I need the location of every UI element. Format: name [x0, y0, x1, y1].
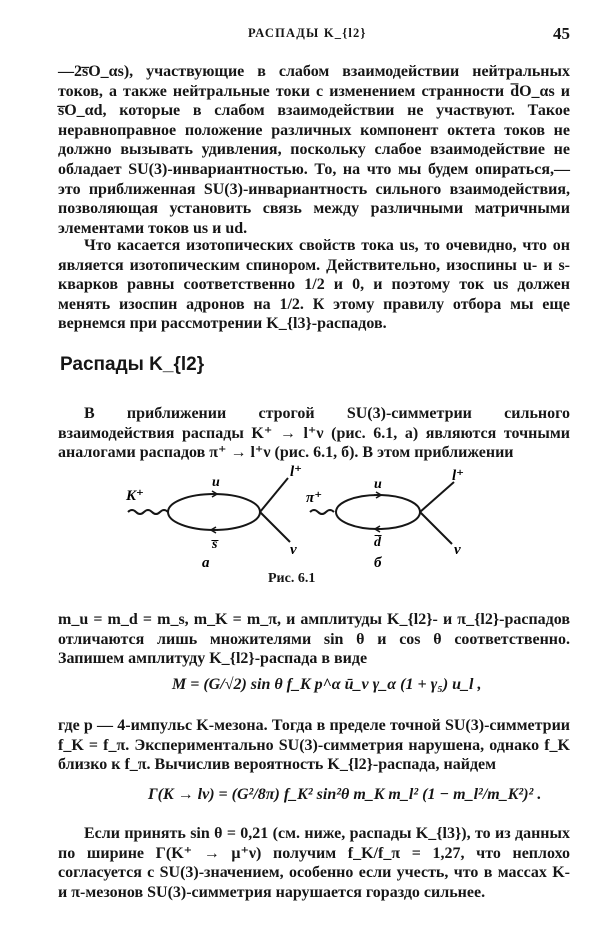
formula-width: Γ(K → lν) = (G²/8π) f_K² sin²θ m_K m_l² (1 − m_l²/m_K²)² . — [148, 786, 542, 803]
meson-label: K⁺ — [126, 488, 144, 504]
neutrino-label: ν — [454, 542, 461, 558]
formula-amplitude: M = (G/√2) sin θ f_K p^α ū_ν γ_α (1 + γ₅) u_l , — [172, 676, 482, 693]
lepton-label: l⁺ — [290, 464, 303, 480]
page-header — [58, 24, 570, 48]
quark-label-bottom: s̅ — [212, 537, 218, 552]
feynman-diagrams — [120, 462, 480, 572]
diagram-label: б — [374, 555, 382, 571]
arrow-icon — [210, 491, 217, 497]
diagram-pi-decay — [306, 468, 464, 571]
paragraph-fk: где p — 4-импульс K-мезона. Тогда в пределе точной SU(3)-симметрии f_K = f_π. Экспериментально SU(3)-симметрия нарушена, однако f_K близко к f_π. Вычислив вероятность K_{l2}-распада, найдем — [58, 717, 570, 774]
quark-label-top: u — [374, 477, 382, 492]
quark-label-bottom: d̅ — [374, 535, 381, 550]
lepton-line — [260, 478, 288, 512]
meson-label: π⁺ — [306, 490, 323, 506]
paragraph-amplitude-intro: m_u = m_d = m_s, m_K = m_π, и амплитуды K_{l2}- и π_{l2}-распадов отличаются лишь множителями sin θ и cos θ соответственно. Запишем амплитуду K_{l2}-распада в виде — [58, 611, 570, 668]
lepton-line — [420, 482, 454, 512]
lepton-label: l⁺ — [452, 468, 465, 484]
paragraph-currents: —2s̅O_αs), участвующие в слабом взаимодействии нейтральных токов, а также нейтральные токи с изменением странности d̅O_αs и s̅O_αd, которые в слабом взаимодействии не участвуют. Такое неравноправное положение различных компонент октета токов не должно вызывать удивления, поскольку слабое взаимодействие не обладает SU(3)-инвариантностью. То, на что мы будем опираться,— это приближенная SU(3)-инвариантность сильного взаимодействия, позволяющая установить связь между различными матричными элементами токов us и ud. — [58, 63, 570, 237]
meson-wavy-line — [310, 510, 334, 514]
figure-caption: Рис. 6.1 — [268, 571, 316, 586]
neutrino-line — [420, 512, 452, 544]
arrow-icon — [375, 526, 382, 532]
arrow-icon — [211, 527, 218, 533]
quark-label-top: u — [212, 475, 220, 490]
paragraph-isotopic: Что касается изотопических свойств тока us, то очевидно, что он является изотопическим спинором. Действительно, изоспины u- и s-кварков равны соответственно 1/2 и 0, и поэтому ток us должен менять изоспин адронов на 1/2. К этому правилу отбора мы еще вернемся при рассмотрении K_{l3}-распадов. — [58, 237, 570, 333]
page-number: 45 — [553, 24, 570, 43]
meson-wavy-line — [128, 510, 168, 514]
neutrino-line — [260, 512, 290, 542]
running-title: РАСПАДЫ K_{l2} — [248, 26, 367, 40]
diagram-label: а — [202, 555, 210, 571]
paragraph-su3-approx: В приближении строгой SU(3)-симметрии сильного взаимодействия распады K⁺ → l⁺ν (рис. 6.1, а) являются точными аналогами распадов π⁺ → l⁺ν (рис. 6.1, б). В этом приближении — [58, 405, 570, 462]
diagram-k-decay — [125, 464, 302, 571]
quark-loop — [168, 494, 260, 530]
arrow-icon — [374, 492, 381, 498]
quark-loop — [336, 495, 420, 529]
neutrino-label: ν — [290, 542, 297, 558]
section-heading: Распады K_{l2} — [60, 354, 205, 375]
paragraph-conclusion: Если принять sin θ = 0,21 (см. ниже, распады K_{l3}), то из данных по ширине Γ(K⁺ → μ⁺ν) получим f_K/f_π = 1,27, что неплохо согласуется с SU(3)-значением, особенно если учесть, что в массах K- и π-мезонов SU(3)-симметрия нарушается гораздо сильнее. — [58, 825, 570, 901]
